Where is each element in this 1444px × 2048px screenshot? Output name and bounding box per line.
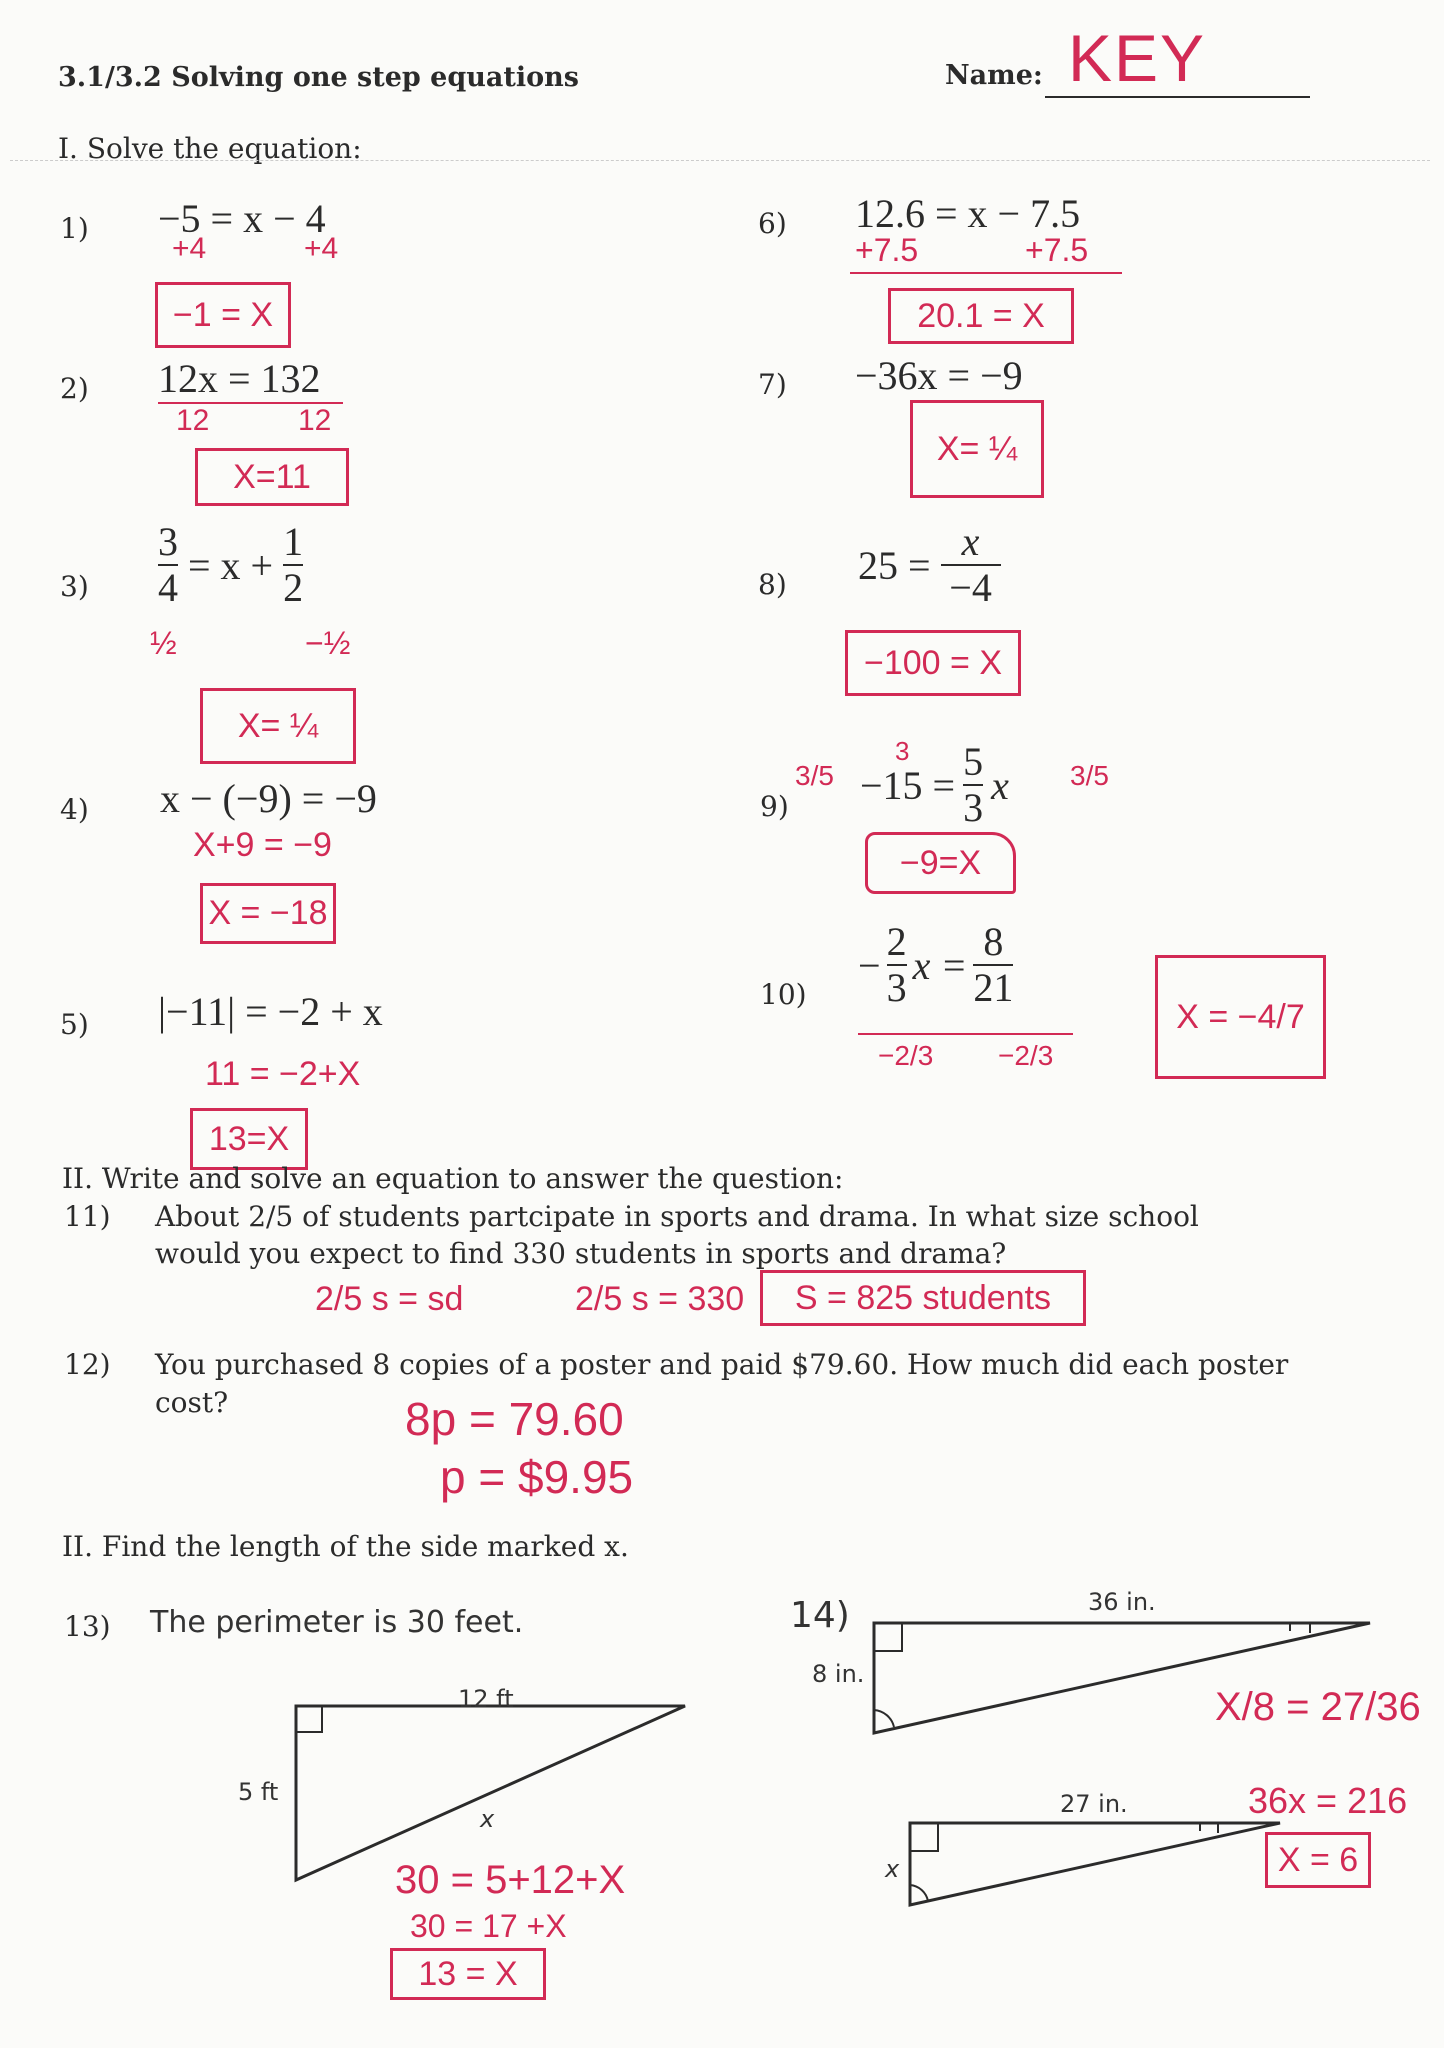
q13-work1: 30 = 5+12+X [395, 1858, 626, 1902]
problem-8-lhs: 25 = [858, 542, 931, 588]
problem-10-work-line [858, 1033, 1073, 1035]
problem-2-work-right: 12 [298, 404, 332, 437]
q14-big-right-angle [874, 1623, 902, 1651]
problem-10-lhs-num: 2 [886, 919, 907, 964]
problem-2-work-left: 12 [176, 404, 210, 437]
problem-9-lhs: −15 = [860, 762, 956, 808]
problem-8-equation [858, 520, 1001, 610]
problem-10-rhs-fraction [973, 920, 1013, 1010]
problem-3-rhs-num: 1 [283, 519, 304, 564]
problem-1-work-left: +4 [172, 232, 207, 265]
problem-7-answer: X= ¼ [910, 400, 1044, 498]
problem-4-number: 4) [60, 793, 89, 826]
section2-heading: II. Write and solve an equation to answer the question: [62, 1162, 844, 1195]
section1-heading: I. Solve the equation: [58, 132, 362, 165]
problem-10-work-left: −2/3 [878, 1040, 934, 1071]
problem-1-answer: −1 = X [155, 282, 291, 348]
problem-6-equation: 12.6 = x − 7.5 [855, 191, 1081, 236]
q13-number: 13) [64, 1610, 111, 1643]
problem-10-rhs-num: 8 [983, 919, 1004, 964]
problem-10-answer: X = −4/7 [1155, 955, 1326, 1079]
q14-big-left-label: 8 in. [812, 1660, 865, 1688]
q13-text: The perimeter is 30 feet. [150, 1605, 524, 1640]
problem-9-number: 9) [760, 790, 789, 823]
q14-small-left-label: x [885, 1855, 900, 1883]
q13-label-hyp: x [480, 1805, 495, 1833]
problem-10-equation [858, 920, 1013, 1010]
q13-label-left: 5 ft [238, 1778, 279, 1806]
problem-4-work: X+9 = −9 [193, 826, 332, 864]
problem-2-number: 2) [60, 372, 89, 405]
problem-10-mid: x = [912, 942, 968, 988]
q12-work2: p = $9.95 [440, 1451, 634, 1503]
problem-10-minus: − [858, 942, 881, 988]
problem-4-equation: x − (−9) = −9 [160, 776, 377, 821]
problem-6-work-right: +7.5 [1025, 232, 1089, 268]
q12-line1: You purchased 8 copies of a poster and paid $79.60. How much did each poster [155, 1348, 1289, 1381]
q11-work2: 2/5 s = 330 [575, 1280, 745, 1318]
q13-work2: 30 = 17 +X [410, 1908, 567, 1944]
problem-3-work-left: ½ [150, 625, 177, 661]
q14-number: 14) [790, 1595, 850, 1636]
problem-10-lhs-fraction [887, 920, 907, 1010]
problem-9-work-left: 3/5 [795, 760, 834, 791]
q12-number: 12) [64, 1348, 111, 1381]
q11-number: 11) [64, 1200, 111, 1233]
problem-3-equation [158, 520, 303, 610]
section3-heading: II. Find the length of the side marked x. [62, 1530, 629, 1563]
problem-3-number: 3) [60, 570, 89, 603]
q14-work1: X/8 = 27/36 [1215, 1685, 1421, 1729]
problem-3-rhs-den: 2 [283, 565, 304, 610]
problem-2-equation: 12x = 132 [158, 356, 321, 401]
problem-1-number: 1) [60, 212, 89, 245]
problem-10-number: 10) [760, 978, 807, 1011]
problem-8-den: −4 [949, 565, 992, 610]
problem-5-work: 11 = −2+X [205, 1055, 361, 1093]
q14-small-top-label: 27 in. [1060, 1790, 1128, 1818]
problem-6-work-left: +7.5 [855, 232, 919, 268]
problem-10-lhs-den: 3 [886, 965, 907, 1010]
problem-9-fraction [963, 740, 983, 830]
q13-answer: 13 = X [390, 1948, 546, 2000]
problem-3-lhs-fraction [158, 520, 178, 610]
problem-3-answer: X= ¼ [200, 688, 356, 764]
q13-right-angle-mark [296, 1706, 322, 1732]
problem-9-den: 3 [963, 785, 984, 830]
problem-7-equation: −36x = −9 [855, 353, 1023, 398]
q14-work2: 36x = 216 [1248, 1780, 1408, 1821]
q14-big-acute-arc [874, 1710, 894, 1727]
problem-10-work-right: −2/3 [998, 1040, 1054, 1071]
q12-work1: 8p = 79.60 [405, 1393, 624, 1445]
worksheet-title: 3.1/3.2 Solving one step equations [58, 62, 579, 93]
problem-8-number: 8) [758, 568, 787, 601]
name-line [1045, 96, 1310, 98]
q11-work1: 2/5 s = sd [315, 1280, 464, 1318]
name-value: KEY [1068, 21, 1207, 95]
problem-7-number: 7) [758, 368, 787, 401]
problem-9-work-cancel: 3 [895, 736, 910, 766]
problem-4-answer: X = −18 [200, 883, 336, 944]
problem-9-var: x [991, 762, 1009, 808]
problem-3-rhs-fraction [283, 520, 303, 610]
problem-3-work-right: −½ [305, 625, 351, 661]
q13-label-top: 12 ft [458, 1685, 514, 1713]
problem-1-work-right: +4 [304, 232, 339, 265]
q14-big-top-label: 36 in. [1088, 1588, 1156, 1616]
name-label: Name: [945, 60, 1043, 91]
q14-small-acute-arc [910, 1885, 928, 1901]
problem-9-work-right: 3/5 [1070, 760, 1109, 791]
q14-answer: X = 6 [1265, 1832, 1371, 1888]
problem-8-num: x [961, 519, 980, 564]
q12-line2: cost? [155, 1386, 229, 1419]
q14-small-triangle [910, 1823, 1280, 1905]
divider [10, 160, 1430, 161]
q11-answer: S = 825 students [760, 1270, 1086, 1326]
problem-3-lhs-num: 3 [158, 519, 178, 564]
problem-2-answer: X=11 [195, 448, 349, 506]
problem-5-equation: |−11| = −2 + x [158, 989, 383, 1034]
problem-1-equation: −5 = x − 4 [158, 196, 326, 241]
problem-6-answer: 20.1 = X [888, 288, 1074, 344]
problem-5-number: 5) [60, 1008, 89, 1041]
problem-6-work-line [850, 272, 1122, 274]
problem-9-answer: −9=X [865, 832, 1016, 894]
problem-5-answer: 13=X [190, 1108, 308, 1170]
q11-line1: About 2/5 of students partcipate in sports and drama. In what size school [155, 1200, 1199, 1233]
problem-3-lhs-den: 4 [158, 565, 178, 610]
problem-6-number: 6) [758, 207, 787, 240]
problem-8-answer: −100 = X [845, 630, 1021, 696]
problem-3-mid: = x + [188, 542, 274, 588]
q11-line2: would you expect to find 330 students in sports and drama? [155, 1237, 1007, 1270]
q13-triangle-shape [296, 1706, 685, 1880]
problem-9-equation [860, 740, 1009, 830]
q14-small-right-angle [910, 1823, 938, 1851]
problem-10-rhs-den: 21 [973, 965, 1014, 1010]
problem-8-fraction [941, 520, 1001, 610]
problem-9-num: 5 [963, 739, 984, 784]
